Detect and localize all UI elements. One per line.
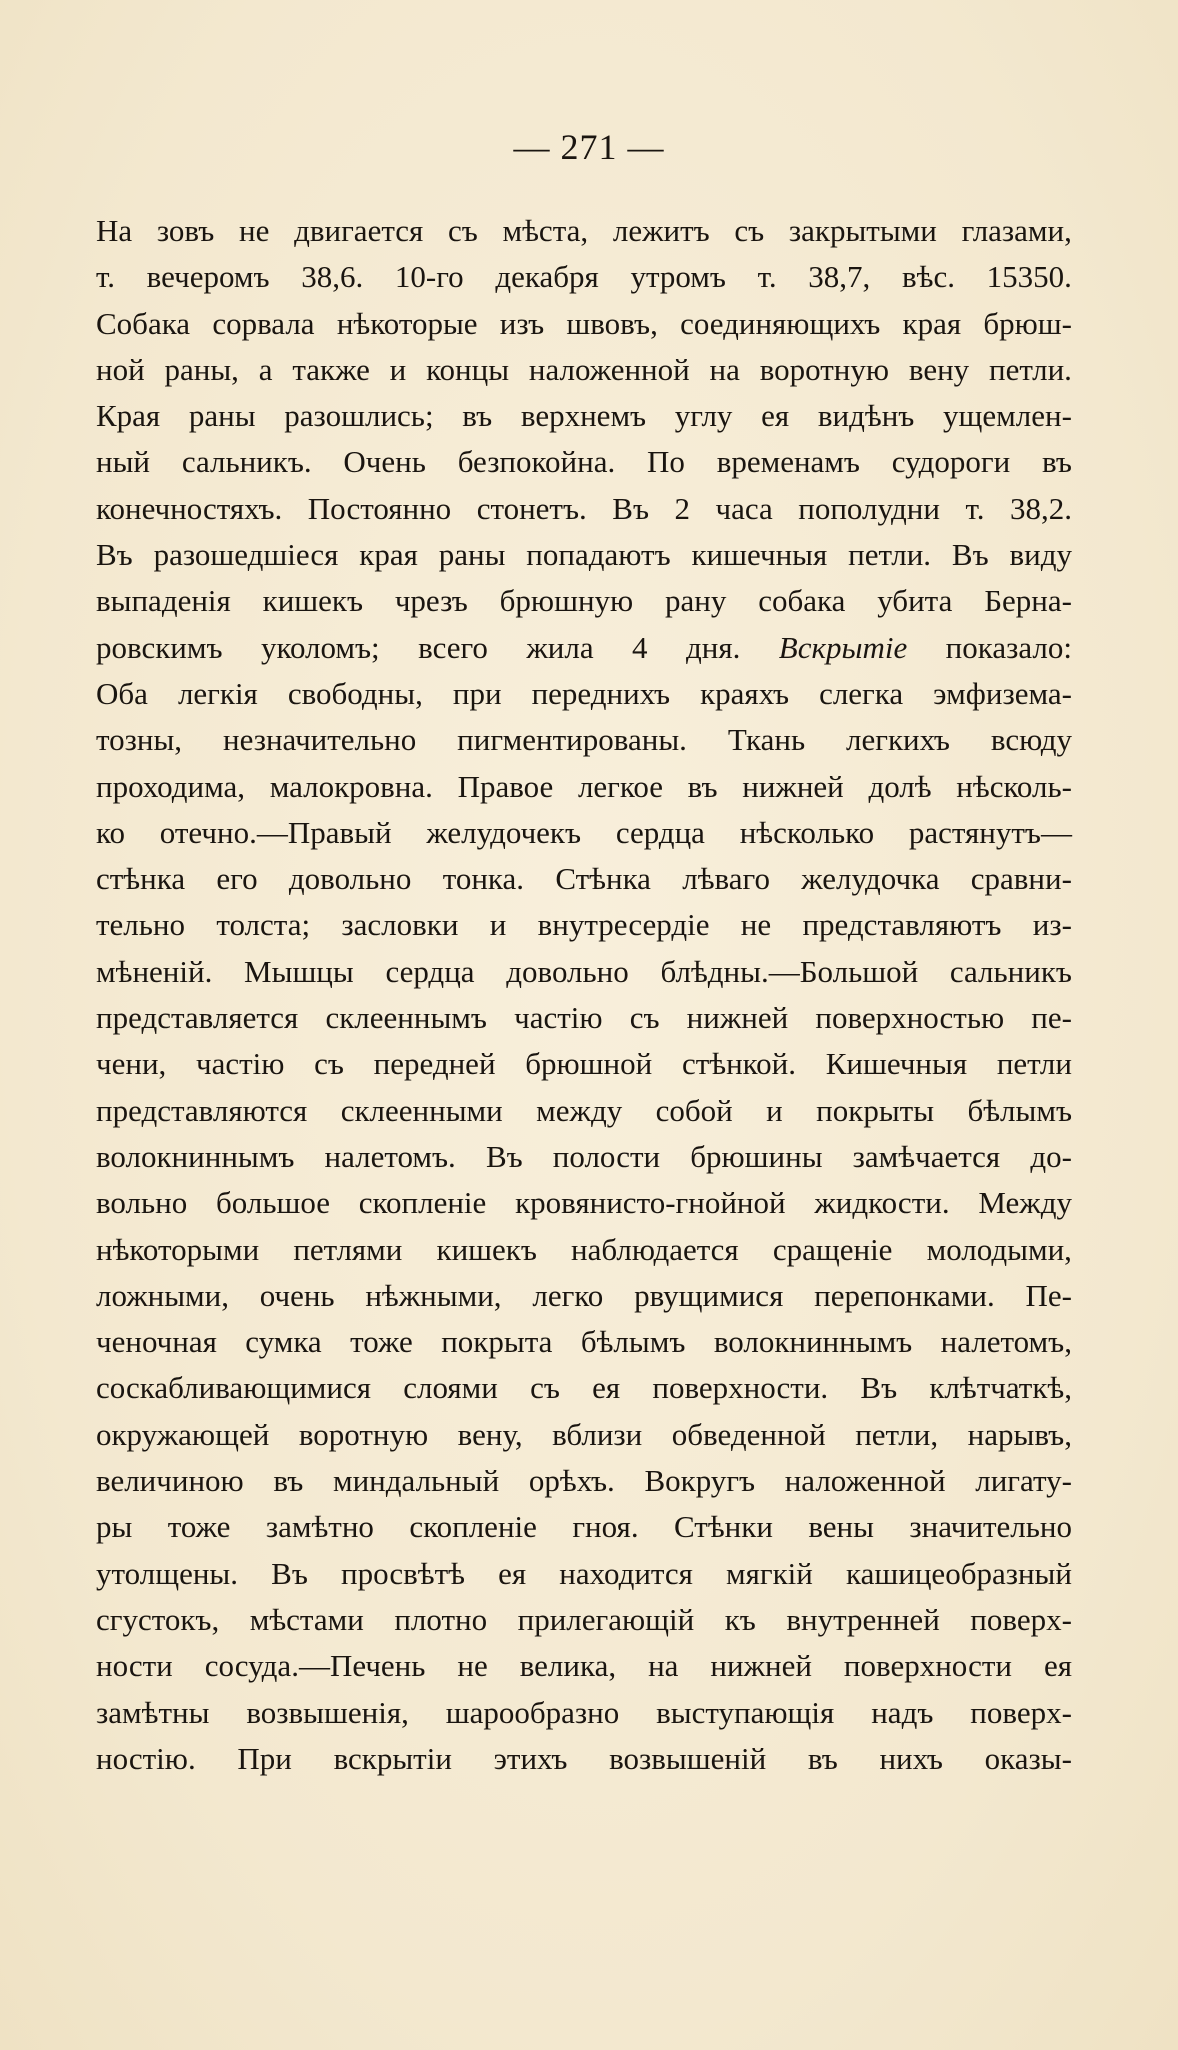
text-word: въ: [462, 398, 493, 434]
text-word: полости: [552, 1138, 661, 1174]
text-word: съ: [734, 213, 765, 248]
text-word: нижней: [742, 768, 844, 804]
text-word: значительно: [909, 1509, 1072, 1545]
text-word: пе-: [1031, 1000, 1072, 1036]
text-word: При: [237, 1740, 292, 1776]
page-number: — 271 —: [513, 127, 665, 167]
text-line: [96, 995, 1072, 1041]
text-word: сравни-: [970, 861, 1072, 897]
text-word: переднихъ: [531, 675, 671, 711]
text-word: находится: [559, 1555, 693, 1591]
text-word: тоже: [167, 1509, 231, 1545]
text-word: разошлись;: [284, 398, 434, 434]
text-word: сумка: [245, 1324, 322, 1360]
text-word: По: [647, 444, 685, 480]
text-line: [96, 1643, 1072, 1689]
text-word: этихъ: [493, 1740, 568, 1776]
text-word: большое: [216, 1185, 330, 1221]
text-word: съ: [530, 1370, 560, 1406]
text-word: пигментированы.: [457, 722, 687, 758]
text-word: 2: [674, 490, 690, 526]
text-word: долѣ: [868, 768, 932, 804]
text-word: съ: [629, 1000, 660, 1036]
text-word: желудочка: [801, 861, 940, 897]
text-word: петли.: [848, 537, 932, 573]
text-word: На: [96, 213, 133, 248]
text-word: прилегающій: [517, 1601, 695, 1637]
text-word: ущемлен-: [943, 398, 1072, 434]
text-word: обведенной: [671, 1416, 826, 1452]
text-word: Въ: [612, 490, 649, 526]
text-word: лигату-: [975, 1463, 1072, 1499]
text-word: и: [489, 907, 507, 943]
text-word: Правое: [457, 768, 554, 804]
text-word: замѣтны: [96, 1694, 210, 1730]
text-word: ея: [761, 398, 790, 434]
text-line: [96, 1551, 1072, 1597]
text-word: Въ: [860, 1370, 898, 1406]
text-word: тонка.: [442, 861, 525, 897]
text-word: сальникъ: [949, 953, 1072, 989]
text-word: съ: [447, 213, 478, 248]
text-word: съ: [314, 1046, 344, 1082]
text-word: не: [239, 213, 270, 248]
text-word: ко: [96, 814, 125, 850]
text-word: 10-го: [394, 259, 464, 295]
text-word: легкихъ: [846, 722, 950, 758]
text-word: стѣнкой.: [681, 1046, 796, 1082]
text-word: свободны,: [287, 675, 423, 711]
text-word: попадаютъ: [526, 537, 671, 573]
text-word: незначительно: [222, 722, 417, 758]
text-word: Вокругъ: [644, 1463, 756, 1499]
text-word: двигается: [294, 213, 424, 248]
text-word: на: [648, 1648, 679, 1684]
text-line: [96, 1319, 1072, 1365]
text-word: легкое: [577, 768, 664, 804]
text-line: [96, 208, 1072, 254]
text-word: нѣсколько: [739, 814, 875, 850]
text-line: [96, 1365, 1072, 1411]
text-word: закрытыми: [788, 213, 937, 248]
text-word: орѣхъ.: [528, 1463, 615, 1499]
text-word: Ткань: [727, 722, 806, 758]
text-word: и: [389, 351, 407, 387]
text-word: въ: [807, 1740, 838, 1776]
text-word: соскабливающимися: [96, 1370, 372, 1406]
text-word: собака: [758, 583, 846, 619]
text-word: Мышцы: [244, 953, 354, 989]
text-word: къ: [724, 1601, 756, 1637]
text-word: 38,2.: [1009, 490, 1072, 526]
text-word: растянутъ—: [908, 814, 1072, 850]
text-word: тельно: [96, 907, 186, 943]
text-word: налетомъ.: [324, 1138, 456, 1174]
text-word: сердца: [615, 814, 705, 850]
text-line: [96, 949, 1072, 995]
text-word: въ: [1042, 444, 1072, 480]
text-word: внутренней: [786, 1601, 940, 1637]
text-word: кашицеобразный: [846, 1555, 1072, 1591]
text-word: слоями: [403, 1370, 498, 1406]
text-line: [96, 764, 1072, 810]
text-word: склеенными: [340, 1092, 503, 1128]
text-word: покрыты: [816, 1092, 935, 1128]
text-word: внутресердіе: [537, 907, 710, 943]
text-word: выпаденія: [96, 583, 231, 619]
text-word: тоже: [350, 1324, 413, 1360]
text-word: миндальный: [332, 1463, 500, 1499]
text-line: [96, 254, 1072, 300]
text-word: не: [740, 907, 772, 943]
text-line: [96, 1227, 1072, 1273]
text-word: перепонками.: [814, 1277, 995, 1313]
text-word: утромъ: [630, 259, 726, 295]
text-word: частію: [514, 1000, 603, 1036]
text-line: [96, 1180, 1072, 1226]
text-word: воротную: [298, 1416, 429, 1452]
text-line: [96, 1504, 1072, 1550]
text-word: величиною: [96, 1463, 244, 1499]
text-word: скопленіе: [409, 1509, 537, 1545]
text-word: жидкости.: [814, 1185, 950, 1221]
text-word: соединяющихъ: [680, 305, 881, 341]
text-word: утолщены.: [96, 1555, 238, 1591]
text-word: вскрытіи: [333, 1740, 452, 1776]
text-word: возвышенія,: [246, 1694, 409, 1730]
text-word: представляются: [96, 1092, 308, 1128]
text-word: также: [292, 351, 370, 387]
text-word: ной: [96, 351, 145, 387]
text-word: представляютъ: [802, 907, 1002, 943]
text-word: краяхъ: [700, 675, 790, 711]
text-word: легкія: [177, 675, 258, 711]
text-word: раны: [188, 398, 256, 434]
text-word: мягкій: [726, 1555, 813, 1591]
text-word: сальникъ.: [181, 444, 312, 480]
text-word: засловки: [341, 907, 459, 943]
text-word: плотно: [394, 1601, 488, 1637]
text-word: до-: [1030, 1138, 1072, 1174]
text-word: безпокойна.: [457, 444, 616, 480]
text-word: швовъ,: [566, 305, 658, 341]
text-word: т.: [965, 490, 985, 526]
text-word: вольно: [96, 1185, 188, 1221]
text-line: [96, 486, 1072, 532]
body-text: [96, 208, 1072, 1782]
text-word: эмфизема-: [933, 675, 1072, 711]
text-word: въ: [273, 1463, 304, 1499]
text-word: возвышеній: [609, 1740, 767, 1776]
text-word: Очень: [343, 444, 426, 480]
text-word: поверхностью: [815, 1000, 1005, 1036]
text-word: и: [766, 1092, 783, 1128]
text-word: нихъ: [879, 1740, 943, 1776]
text-word: всего: [418, 629, 488, 665]
text-word: шарообразно: [445, 1694, 620, 1730]
text-word: уколомъ;: [260, 629, 380, 665]
text-word: поверхности: [843, 1648, 1012, 1684]
text-word: сердца: [385, 953, 475, 989]
text-word: зовъ: [156, 213, 215, 248]
text-word: из-: [1032, 907, 1072, 943]
text-line: [96, 578, 1072, 624]
text-word: рвущимися: [634, 1277, 784, 1313]
text-word: бѣлымъ: [580, 1324, 686, 1360]
text-word: оказы-: [984, 1740, 1072, 1776]
text-word: стѣнка: [96, 861, 186, 897]
text-line: [96, 810, 1072, 856]
text-word: нижней: [686, 1000, 789, 1036]
text-line: [96, 1736, 1072, 1782]
text-line: [96, 856, 1072, 902]
text-word: замѣтно: [265, 1509, 374, 1545]
text-word: ры: [96, 1509, 133, 1545]
text-word: Въ: [96, 537, 133, 573]
text-word: молодыми,: [926, 1231, 1072, 1267]
text-word: жила: [526, 629, 594, 665]
text-word: ный: [96, 444, 151, 480]
text-word: дня.: [685, 629, 741, 665]
text-word: Кишечныя: [825, 1046, 968, 1082]
text-word: склееннымъ: [325, 1000, 487, 1036]
text-word: нѣкоторыми: [96, 1231, 260, 1267]
text-word: петлями: [293, 1231, 403, 1267]
text-word: нижней: [710, 1648, 812, 1684]
text-line: [96, 1597, 1072, 1643]
text-word: толста;: [216, 907, 311, 943]
text-word: мѣстами: [249, 1601, 364, 1637]
text-word: легко: [532, 1277, 604, 1313]
text-word: сосуда.—Печень: [204, 1648, 426, 1684]
text-word: Вскрытіе: [778, 629, 908, 665]
text-line: [96, 1041, 1072, 1087]
text-line: [96, 1088, 1072, 1134]
text-word: гноя.: [572, 1509, 639, 1545]
text-word: вечеромъ: [146, 259, 270, 295]
text-word: собой: [655, 1092, 733, 1128]
text-word: петли: [996, 1046, 1072, 1082]
text-word: кишечныя: [691, 537, 828, 573]
text-word: а: [258, 351, 273, 387]
text-word: волокниннымъ: [96, 1138, 295, 1174]
text-word: ея: [592, 1370, 621, 1406]
text-word: волокниннымъ: [713, 1324, 913, 1360]
text-word: петли,: [855, 1416, 939, 1452]
text-word: тозны,: [96, 722, 183, 758]
text-word: кишекъ: [262, 583, 364, 619]
text-word: просвѣтѣ: [341, 1555, 465, 1591]
text-word: ложными,: [96, 1277, 229, 1313]
text-word: Пе-: [1025, 1277, 1072, 1313]
text-word: ея: [498, 1555, 527, 1591]
text-word: частію: [195, 1046, 285, 1082]
text-word: лѣваго: [682, 861, 770, 897]
text-word: конечностяхъ.: [96, 490, 283, 526]
text-word: поверхности.: [652, 1370, 829, 1406]
text-word: вену: [908, 351, 970, 387]
text-word: т.: [96, 259, 115, 295]
text-word: нѣкоторые: [336, 305, 478, 341]
text-word: 38,6.: [301, 259, 364, 295]
text-word: чени,: [96, 1046, 167, 1082]
text-word: Стѣнка: [555, 861, 651, 897]
text-word: при: [452, 675, 502, 711]
text-word: вѣс.: [901, 259, 955, 295]
text-word: чрезъ: [394, 583, 468, 619]
text-word: 15350.: [986, 259, 1072, 295]
text-word: окружающей: [96, 1416, 270, 1452]
text-word: верхнемъ: [520, 398, 647, 434]
text-word: на: [709, 351, 740, 387]
text-line: [96, 1690, 1072, 1736]
text-word: разошедшіеся: [153, 537, 339, 573]
text-word: стонетъ.: [476, 490, 587, 526]
text-word: вблизи: [552, 1416, 643, 1452]
text-word: края: [902, 305, 962, 341]
text-word: углу: [674, 398, 733, 434]
text-line: [96, 347, 1072, 393]
text-word: убита: [877, 583, 953, 619]
text-word: наложенной: [528, 351, 690, 387]
text-word: брюшную: [499, 583, 634, 619]
text-word: блѣдны.—Большой: [660, 953, 919, 989]
text-word: нарывъ,: [967, 1416, 1072, 1452]
text-line: [96, 439, 1072, 485]
text-word: довольно: [288, 861, 412, 897]
text-word: Берна-: [984, 583, 1072, 619]
text-word: покрыта: [441, 1324, 553, 1360]
text-word: ностію.: [96, 1740, 196, 1776]
text-word: петли.: [988, 351, 1072, 387]
text-word: малокровна.: [269, 768, 433, 804]
text-line: [96, 1412, 1072, 1458]
text-word: раны,: [164, 351, 239, 387]
text-word: сорвала: [212, 305, 315, 341]
text-line: [96, 393, 1072, 439]
text-word: вену,: [457, 1416, 523, 1452]
text-word: бѣлымъ: [967, 1092, 1072, 1128]
text-word: нѣжными,: [365, 1277, 502, 1313]
text-word: мѣста,: [502, 213, 589, 248]
text-word: раны: [438, 537, 506, 573]
text-word: т.: [757, 259, 777, 295]
text-word: ности: [96, 1648, 173, 1684]
text-word: желудочекъ: [426, 814, 582, 850]
text-word: надъ: [871, 1694, 934, 1730]
text-word: довольно: [506, 953, 629, 989]
text-word: Оба: [96, 675, 148, 711]
text-line: [96, 717, 1072, 763]
text-word: Края: [96, 398, 161, 434]
text-word: виду: [1009, 537, 1072, 573]
text-word: временамъ: [716, 444, 860, 480]
text-word: мѣненій.: [96, 953, 213, 989]
text-word: велика,: [519, 1648, 617, 1684]
text-word: замѣчается: [852, 1138, 1001, 1174]
text-word: скопленіе: [358, 1185, 487, 1221]
text-line: [96, 902, 1072, 948]
text-word: Въ: [271, 1555, 308, 1591]
text-word: сгустокъ,: [96, 1601, 220, 1637]
text-word: Въ: [485, 1138, 523, 1174]
text-word: воротную: [759, 351, 890, 387]
text-word: въ: [687, 768, 718, 804]
text-word: пополудни: [798, 490, 940, 526]
text-line: [96, 532, 1072, 578]
text-word: выступающія: [656, 1694, 835, 1730]
text-line: [96, 625, 1072, 671]
text-word: Собака: [96, 305, 191, 341]
text-line: [96, 1458, 1072, 1504]
text-word: очень: [259, 1277, 335, 1313]
text-word: передней: [373, 1046, 496, 1082]
text-word: Стѣнки: [674, 1509, 773, 1545]
text-word: всюду: [990, 722, 1072, 758]
text-word: наложенной: [784, 1463, 946, 1499]
text-word: 4: [632, 629, 648, 665]
text-word: рану: [665, 583, 727, 619]
text-word: брюшины: [690, 1138, 823, 1174]
text-word: декабря: [495, 259, 599, 295]
text-word: Постоянно: [307, 490, 452, 526]
text-line: [96, 1273, 1072, 1319]
text-word: проходима,: [96, 768, 246, 804]
text-word: налетомъ,: [940, 1324, 1072, 1360]
text-word: брюш-: [983, 305, 1072, 341]
text-word: отечно.—Правый: [159, 814, 392, 850]
text-line: [96, 671, 1072, 717]
text-word: его: [216, 861, 258, 897]
text-word: лежитъ: [612, 213, 710, 248]
text-word: не: [457, 1648, 488, 1684]
text-word: слегка: [819, 675, 904, 711]
text-word: судороги: [891, 444, 1011, 480]
text-word: ея: [1043, 1648, 1072, 1684]
text-word: поверх-: [970, 1601, 1072, 1637]
text-line: [96, 1134, 1072, 1180]
text-word: Въ: [951, 537, 989, 573]
text-word: края: [359, 537, 418, 573]
text-word: ровскимъ: [96, 629, 223, 665]
text-word: вены: [808, 1509, 874, 1545]
text-word: концы: [426, 351, 510, 387]
text-word: 38,7,: [808, 259, 871, 295]
text-word: кровянисто-гнойной: [515, 1185, 786, 1221]
text-word: брюшной: [525, 1046, 653, 1082]
text-word: наблюдается: [571, 1231, 739, 1267]
text-word: между: [536, 1092, 623, 1128]
text-word: клѣтчаткѣ,: [929, 1370, 1072, 1406]
text-word: поверх-: [970, 1694, 1072, 1730]
text-word: представляется: [96, 1000, 299, 1036]
text-word: изъ: [499, 305, 545, 341]
text-word: показало:: [945, 629, 1072, 665]
text-word: сращеніе: [772, 1231, 893, 1267]
text-word: видѣнъ: [817, 398, 915, 434]
text-word: кишекъ: [436, 1231, 537, 1267]
text-word: ченочная: [96, 1324, 217, 1360]
text-line: [96, 301, 1072, 347]
text-word: Между: [978, 1185, 1072, 1221]
text-word: нѣсколь-: [956, 768, 1072, 804]
text-word: глазами,: [961, 213, 1072, 248]
text-word: часа: [715, 490, 773, 526]
